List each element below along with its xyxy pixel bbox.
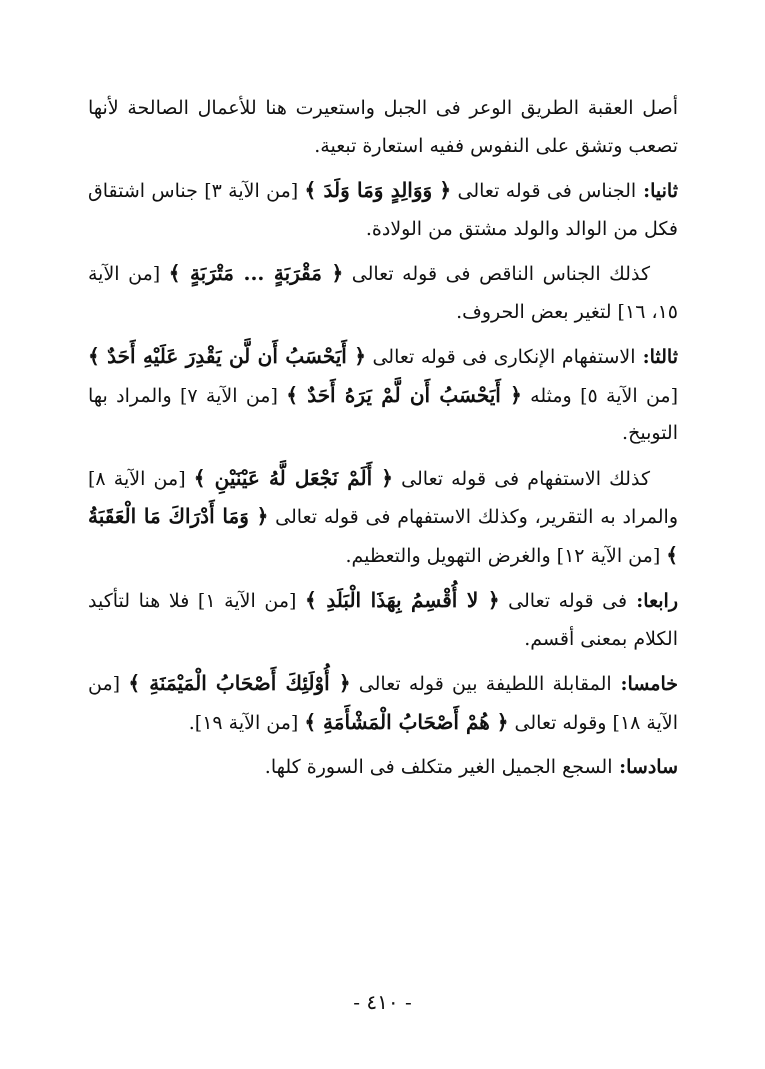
- quran-quote: ﴿ أَيَحْسَبُ أَن لَّمْ يَرَهُ أَحَدٌ ﴾: [286, 382, 522, 407]
- text-run: الجناس فى قوله تعالى: [451, 180, 637, 202]
- heading-fifth: خامسا:: [611, 673, 678, 695]
- text-run: [من الآية ٣] جناس اشتقاق فكل من الوالد والولد مشتق من الولادة.: [88, 180, 678, 240]
- paragraph-7-fifth: [88, 665, 678, 742]
- paragraph-1: [88, 90, 678, 165]
- quran-quote: ﴿ أَلَمْ نَجْعَل لَّهُ عَيْنَيْنِ ﴾: [193, 465, 393, 490]
- paragraph-5: [88, 460, 678, 576]
- quran-quote: ﴿ لا أُقْسِمُ بِهَذَا الْبَلَدِ ﴾: [305, 588, 500, 612]
- text-run: كذلك الجناس الناقص فى قوله تعالى: [343, 263, 650, 285]
- heading-sixth: سادسا:: [612, 756, 678, 778]
- text-run: [من الآية ٧] والمراد بها التوبيخ.: [88, 384, 678, 444]
- paragraph-8-sixth: [88, 749, 678, 787]
- quran-quote: ﴿ هُمْ أَصْحَابُ الْمَشْأَمَةِ ﴾: [304, 709, 509, 734]
- heading-fourth: رابعا:: [627, 590, 679, 612]
- text-run: [من الآية ١٢] والغرض التهويل والتعظيم.: [345, 544, 667, 567]
- paragraph-6-fourth: [88, 582, 678, 658]
- text-run: المقابلة اللطيفة بين قوله تعالى: [350, 673, 612, 695]
- paragraph-2-second: [88, 172, 678, 248]
- paragraph-4-third: [88, 338, 678, 453]
- text-run: الاستفهام الإنكارى فى قوله تعالى: [365, 346, 636, 368]
- paragraph-3: [88, 255, 678, 331]
- text-run: [من الآية ٨] والمراد به التقرير، وكذلك الاستفهام فى قوله تعالى: [88, 467, 678, 528]
- text-run: [من الآية ١] فلا هنا لتأكيد الكلام بمعنى أقسم.: [88, 590, 678, 650]
- text-run: [من الآية ١٨] وقوله تعالى: [88, 673, 678, 734]
- text-run: كذلك الاستفهام فى قوله تعالى: [392, 467, 650, 490]
- quran-quote: ﴿ وَمَا أَدْرَاكَ مَا الْعَقَبَةُ ﴾: [88, 504, 678, 567]
- text-run: [من الآية ١٩].: [188, 711, 305, 734]
- heading-third: ثالثا:: [635, 346, 678, 368]
- quran-quote: ﴿ أُوْلَئِكَ أَصْحَابُ الْمَيْمَنَةِ ﴾: [128, 671, 351, 695]
- quran-quote: ﴿ مَقْرَبَةٍ ... مَتْرَبَةٍ ﴾: [168, 261, 344, 285]
- text-run: [من الآية ١٥، ١٦] لتغير بعض الحروف.: [88, 263, 678, 323]
- text-run: أصل العقبة الطريق الوعر فى الجبل واستعيرت هنا للأعمال الصالحة لأنها تصعب وتشق على النفوس ففيه استعارة تبعية.: [88, 97, 678, 157]
- page-number: - ٤١٠ -: [353, 990, 412, 1014]
- heading-second: ثانيا:: [636, 180, 679, 202]
- body-text: [88, 90, 678, 794]
- text-run: [من الآية ٥] ومثله: [521, 384, 679, 407]
- text-run: فى قوله تعالى: [499, 590, 628, 612]
- quran-quote: ﴿ أَيَحْسَبُ أَن لَّن يَقْدِرَ عَلَيْهِ أَحَدٌ ﴾: [88, 344, 366, 368]
- text-run: السجع الجميل الغير متكلف فى السورة كلها.: [264, 756, 613, 778]
- quran-quote: ﴿ وَوَالِدٍ وَمَا وَلَدَ ﴾: [304, 178, 452, 202]
